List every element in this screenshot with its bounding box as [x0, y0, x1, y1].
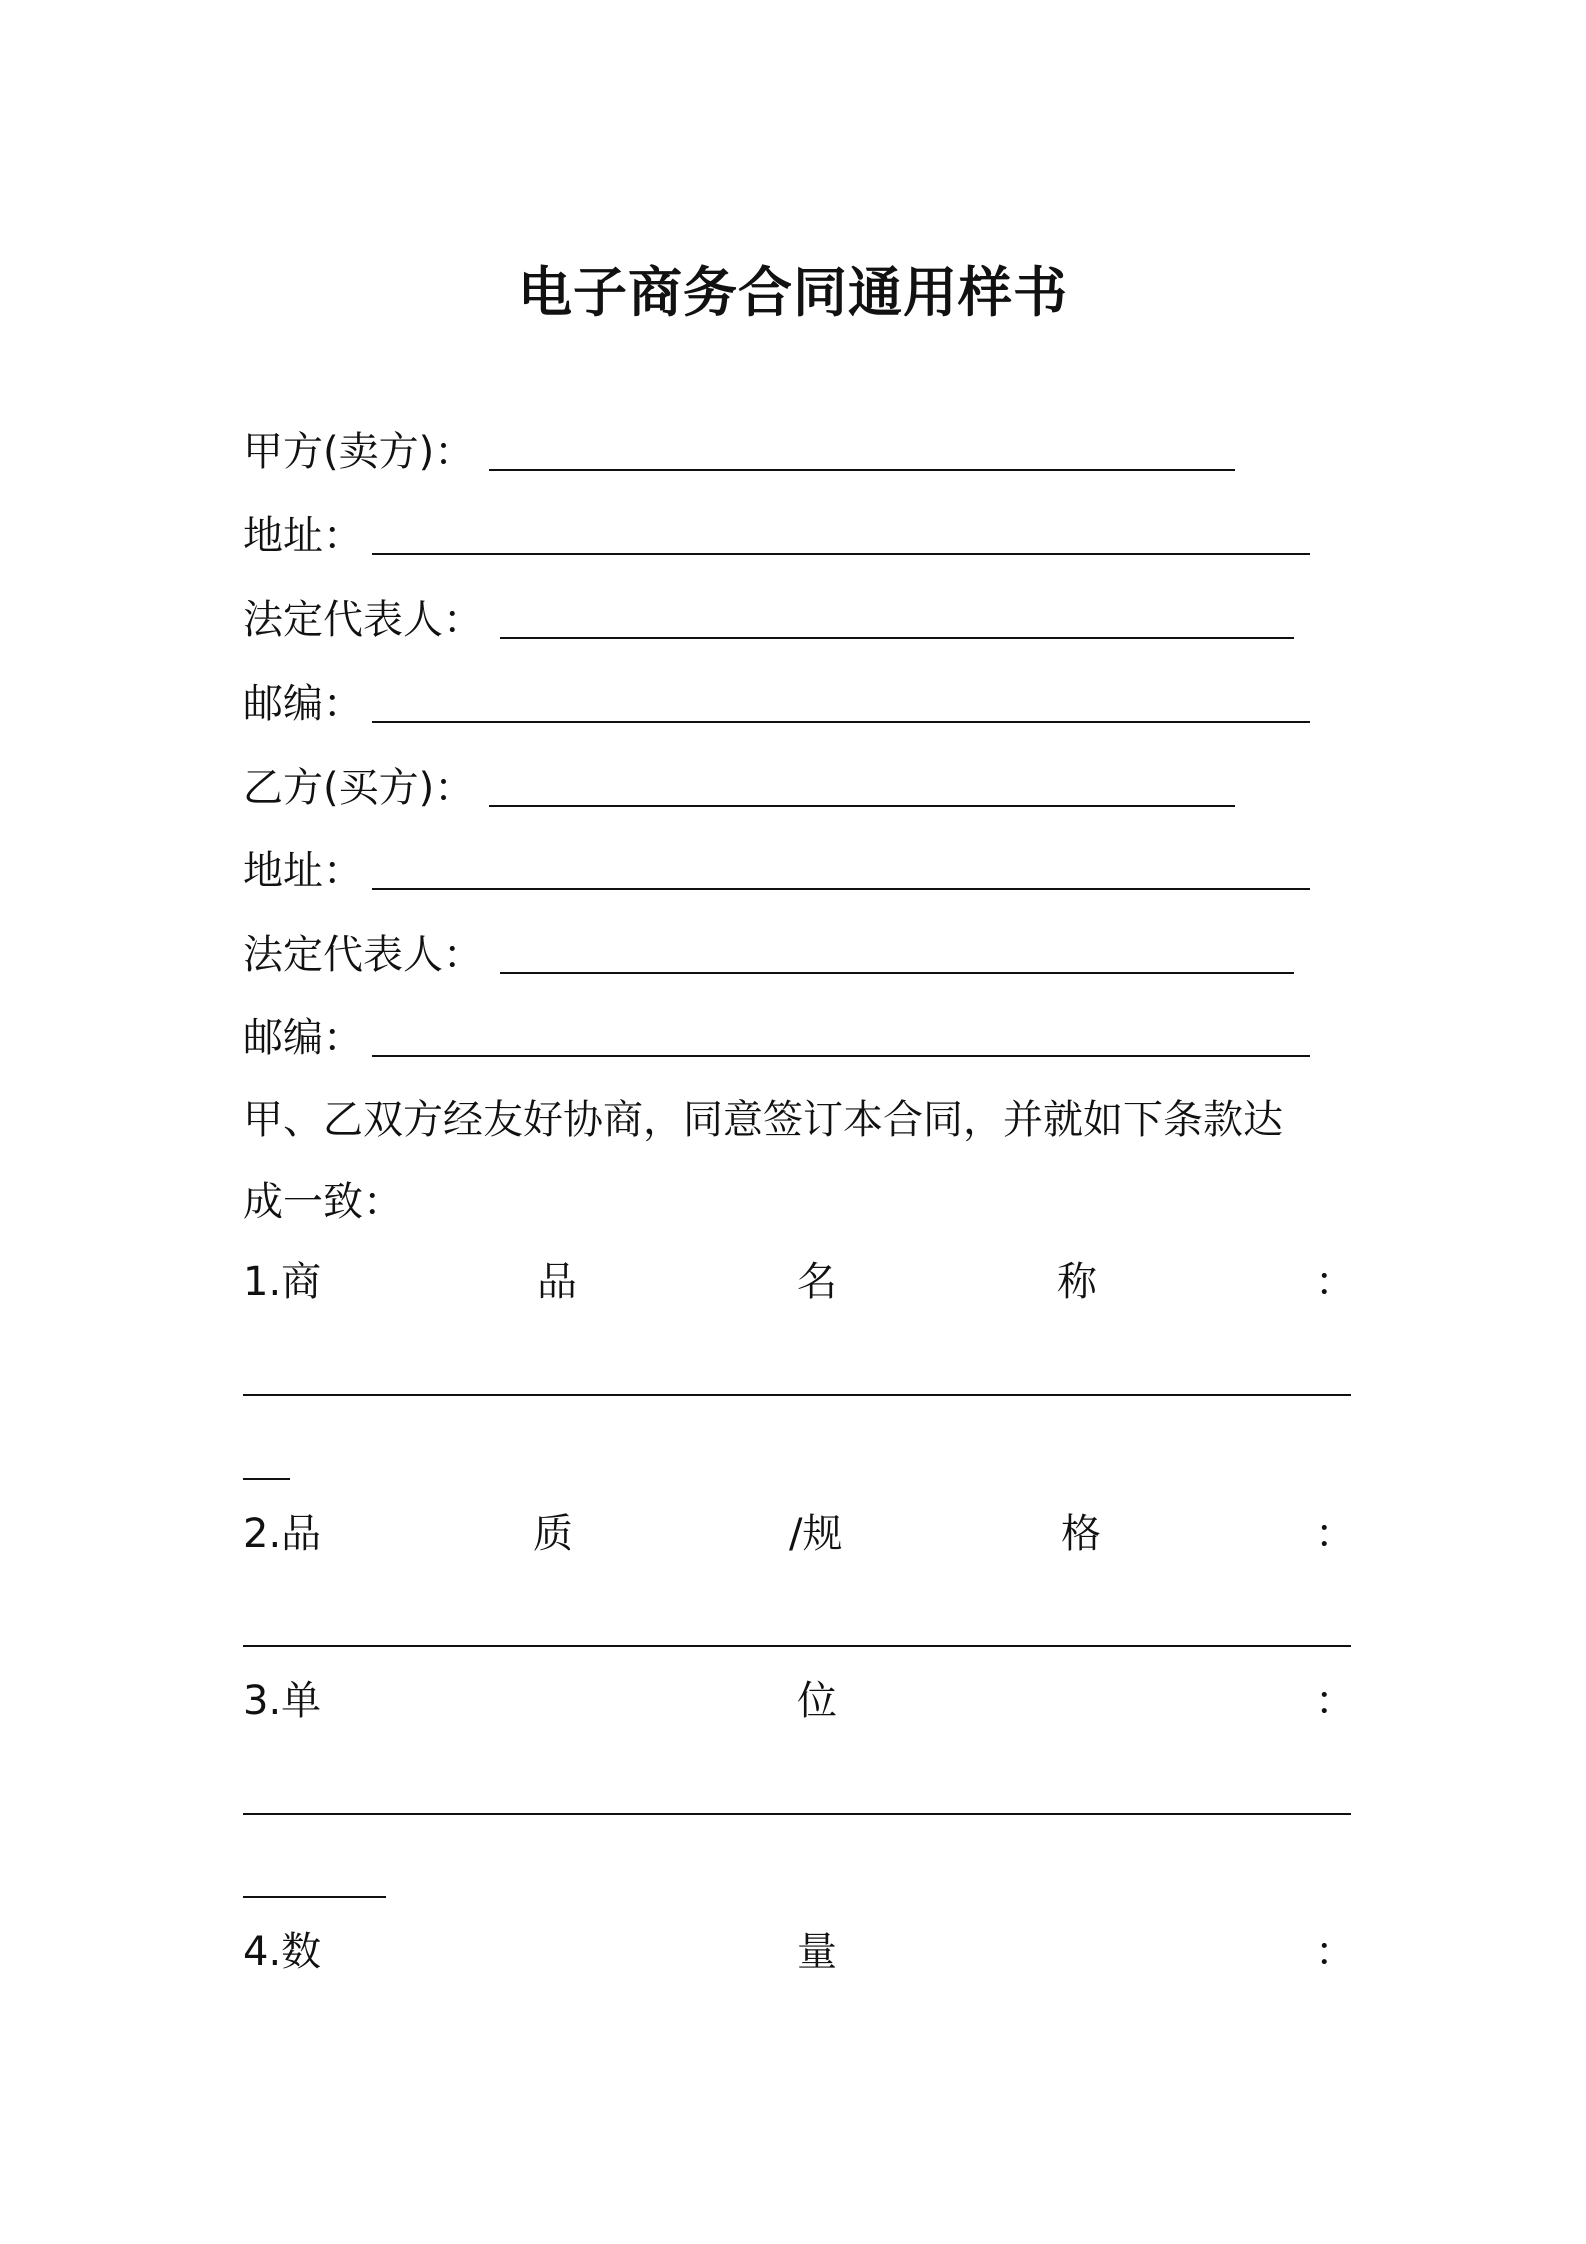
party-a-address-row	[243, 506, 363, 566]
preamble-line-2: 成一致：	[243, 1179, 403, 1225]
party-a-postcode-blank[interactable]	[372, 674, 1310, 723]
party-a-address-blank[interactable]	[372, 506, 1310, 555]
item-1-label-part-4: 称	[1057, 1259, 1097, 1305]
party-a-postcode-row	[243, 674, 363, 734]
preamble-line-1: 甲、乙双方经友好协商，同意签订本合同，并就如下条款达	[243, 1097, 1283, 1143]
item-2-label-part-2: 质	[533, 1511, 573, 1557]
item-3-blank[interactable]	[243, 1813, 1351, 1815]
party-b-address-row	[243, 841, 363, 901]
party-a-representative-row	[243, 590, 483, 650]
party-b-representative-blank[interactable]	[500, 925, 1294, 974]
item-4-label-part-2: 量	[797, 1929, 837, 1975]
item-4-label-part-1: 4.数	[243, 1929, 322, 1975]
item-3-label-part-1: 3.单	[243, 1678, 322, 1724]
party-a-name-row	[243, 422, 474, 482]
item-3-label-part-2: 位	[797, 1678, 837, 1724]
party-a-representative-label: 法定代表人：	[243, 597, 483, 643]
item-1-label-part-2: 品	[537, 1259, 577, 1305]
item-4-colon: ：	[1315, 1929, 1355, 1975]
party-b-address-label: 地址：	[243, 848, 363, 894]
party-a-address-label: 地址：	[243, 513, 363, 559]
item-2-colon: ：	[1315, 1511, 1355, 1557]
party-a-postcode-label: 邮编：	[243, 681, 363, 727]
party-b-address-blank[interactable]	[372, 841, 1310, 890]
party-b-name-blank[interactable]	[489, 758, 1235, 807]
party-a-name-blank[interactable]	[489, 422, 1235, 471]
item-1-blank[interactable]	[243, 1394, 1351, 1396]
item-1-label-part-3: 名	[797, 1259, 837, 1305]
party-b-name-label: 乙方(买方)：	[243, 765, 475, 811]
party-b-representative-label: 法定代表人：	[243, 932, 483, 978]
item-1-label-part-1: 1.商	[243, 1259, 322, 1305]
item-1-row	[243, 1252, 1355, 1312]
item-3-blank-continued[interactable]	[243, 1896, 386, 1898]
item-2-label-part-3: /规	[789, 1511, 843, 1557]
party-b-postcode-row	[243, 1008, 363, 1068]
page-title: 电子商务合同通用样书	[518, 261, 1068, 324]
item-1-colon: ：	[1315, 1259, 1355, 1305]
item-4-row	[243, 1922, 1355, 1982]
item-1-blank-continued[interactable]	[243, 1478, 290, 1480]
item-3-colon: ：	[1315, 1678, 1355, 1724]
item-2-row	[243, 1504, 1355, 1564]
party-b-representative-row	[243, 925, 483, 985]
item-2-label-part-1: 2.品	[243, 1511, 322, 1557]
party-b-postcode-label: 邮编：	[243, 1015, 363, 1061]
party-a-representative-blank[interactable]	[500, 590, 1294, 639]
party-b-name-row	[243, 758, 474, 818]
party-a-name-label: 甲方(卖方)：	[243, 429, 475, 475]
item-2-blank[interactable]	[243, 1645, 1351, 1647]
item-3-row	[243, 1671, 1355, 1731]
party-b-postcode-blank[interactable]	[372, 1008, 1310, 1057]
item-2-label-part-4: 格	[1061, 1511, 1101, 1557]
